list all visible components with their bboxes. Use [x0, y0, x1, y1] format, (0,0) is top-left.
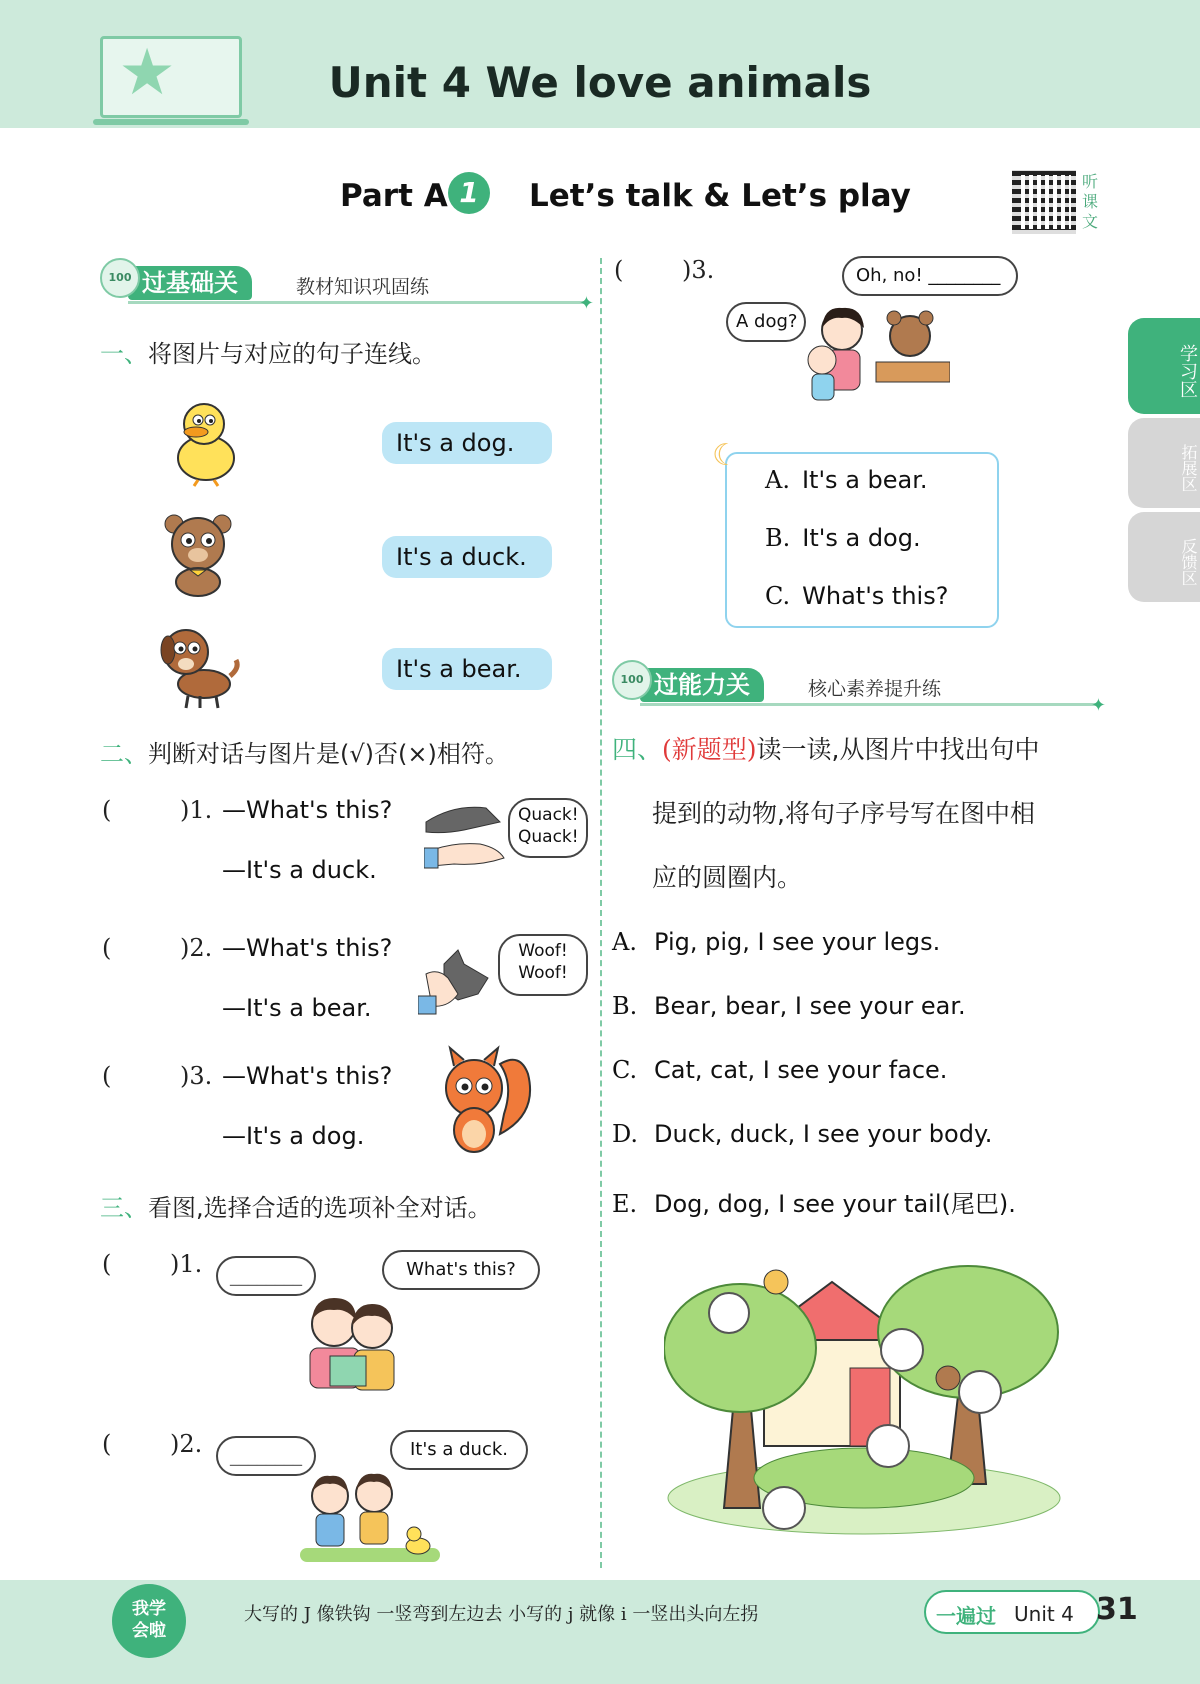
sentence-letter: A. [612, 928, 637, 956]
part-subtitle: Let’s talk & Let’s play [529, 178, 911, 214]
option-text: What's this? [802, 582, 949, 610]
bubble-line-2: Woof! [518, 963, 568, 983]
part-number-badge: 1 [448, 172, 490, 214]
sentence-text: Bear, bear, I see your ear. [654, 992, 966, 1020]
duck-picture [168, 396, 244, 488]
option-text: It's a dog. [802, 524, 921, 552]
sentence-c [612, 1056, 947, 1084]
item-number: )3. [682, 256, 715, 284]
sentence-pill-1[interactable]: It's a dog. [382, 422, 552, 464]
banner-tag: 过能力关 [640, 668, 764, 702]
unit-label: Unit 4 [1014, 1602, 1074, 1626]
blank-speech-bubble[interactable]: ________ [216, 1256, 316, 1296]
section-instruction: 看图,选择合适的选项补全对话。 [148, 1194, 492, 1222]
sentence-letter: E. [612, 1190, 638, 1218]
sentence-text: Cat, cat, I see your face. [654, 1056, 948, 1084]
dialogue-question: —What's this? [222, 796, 393, 824]
speech-bubble-a-dog: A dog? [726, 302, 806, 342]
answer-blank-open[interactable]: ( [102, 934, 112, 962]
star-badge-icon: 100 [100, 258, 140, 298]
sentence-text: Duck, duck, I see your body. [654, 1120, 993, 1148]
speech-bubble-woof [498, 934, 588, 996]
dialogue-answer: —It's a dog. [222, 1122, 365, 1150]
star-badge-icon: 100 [612, 660, 652, 700]
answer-circle-4[interactable] [866, 1424, 910, 1468]
new-type-tag: (新题型) [662, 735, 757, 764]
banner-note: 核心素养提升练 [808, 678, 942, 700]
dialogue-question: —What's this? [222, 934, 393, 962]
bear-picture [160, 510, 236, 598]
section-number: 四、 [612, 735, 663, 764]
sentence-pill-2[interactable]: It's a duck. [382, 536, 552, 578]
section-instruction: 将图片与对应的句子连线。 [148, 340, 436, 368]
column-divider [600, 258, 602, 1568]
girls-and-bear-picture [806, 300, 950, 408]
item-number: )3. [180, 1062, 213, 1090]
star-icon: ✦ [578, 293, 594, 314]
sentence-text: Dog, dog, I see your tail(尾巴). [654, 1190, 1016, 1218]
brand-label: 一遍过 [936, 1604, 996, 1628]
answer-circle-5[interactable] [762, 1486, 806, 1530]
sentence-letter: C. [612, 1056, 638, 1084]
speech-bubble: It's a duck. [390, 1430, 528, 1470]
blank-speech-bubble[interactable]: ________ [216, 1436, 316, 1476]
footer-unit-tag [924, 1590, 1100, 1634]
answer-circle-2[interactable] [880, 1328, 924, 1372]
girls-reading-picture [300, 1290, 404, 1402]
dialogue-question: —What's this? [222, 1062, 393, 1090]
answer-circle-3[interactable] [958, 1370, 1002, 1414]
answer-blank-open[interactable]: ( [102, 1250, 112, 1278]
bubble-line-1: Quack! [518, 805, 579, 825]
section-instruction: 判断对话与图片是(√)否(×)相符。 [148, 740, 509, 768]
section-4-heading [612, 732, 1108, 768]
banner-line [640, 703, 1100, 706]
dog-picture [156, 620, 242, 712]
section-number: 二、 [100, 740, 148, 768]
qr-code-pattern [1012, 170, 1076, 234]
sentence-pill-3[interactable]: It's a bear. [382, 648, 552, 690]
sentence-a [612, 928, 940, 956]
section-number: 三、 [100, 1194, 148, 1222]
star-icon: ✦ [1090, 695, 1106, 716]
option-b[interactable] [765, 524, 921, 552]
sentence-b [612, 992, 966, 1020]
badge-line-1: 我学 [132, 1599, 166, 1619]
sentence-d [612, 1120, 992, 1148]
star-icon: ★ [118, 36, 176, 110]
bubble-line-2: Quack! [518, 827, 579, 847]
section-number: 一、 [100, 340, 148, 368]
answer-blank-open[interactable]: ( [102, 796, 112, 824]
dialogue-answer: —It's a bear. [222, 994, 372, 1022]
page-number: 31 [1096, 1592, 1138, 1627]
item-number: )1. [180, 796, 213, 824]
banner-note: 教材知识巩固练 [296, 276, 430, 298]
answer-blank-open[interactable]: ( [102, 1062, 112, 1090]
section-2-heading [100, 736, 509, 772]
page-title: Unit 4 We love animals [328, 58, 872, 107]
option-letter: A. [765, 466, 790, 494]
hand-shadow-duck-picture [424, 800, 508, 876]
section-banner-ability [612, 664, 1106, 716]
option-a[interactable] [765, 466, 928, 494]
part-label: Part A [340, 178, 448, 214]
option-c[interactable] [765, 582, 948, 610]
section-3-heading [100, 1190, 492, 1226]
section-banner-basic [100, 262, 594, 314]
qr-label: 听课文 [1082, 172, 1099, 231]
badge-line-2: 会啦 [132, 1621, 166, 1641]
options-box [725, 452, 999, 628]
option-text: It's a bear. [801, 466, 928, 494]
item-number: )1. [170, 1250, 203, 1278]
section-instruction: 读一读,从图片中找出句中 [756, 735, 1040, 764]
item-number: )2. [170, 1430, 203, 1458]
answer-blank-open[interactable]: ( [102, 1430, 112, 1458]
banner-tag: 过基础关 [128, 266, 252, 300]
tab-study[interactable]: 学习区 [1128, 318, 1200, 414]
banner-line [128, 301, 588, 304]
option-letter: B. [765, 524, 791, 552]
section-4-instruction-2: 提到的动物,将句子序号写在图中相 [652, 799, 1035, 828]
tab-extension[interactable]: 拓展区 [1128, 418, 1200, 508]
moon-icon: ☾ [712, 438, 739, 473]
dialogue-answer: —It's a duck. [222, 856, 377, 884]
squirrel-picture [434, 1044, 538, 1164]
option-letter: C. [765, 582, 791, 610]
item-number: )2. [180, 934, 213, 962]
speech-bubble-oh-no: Oh, no! ________ [842, 256, 1018, 296]
tab-feedback[interactable]: 反馈区 [1128, 512, 1200, 602]
speech-bubble-quack [508, 798, 588, 858]
footer-tip: 大写的 J 像铁钩 一竖弯到左边去 小写的 j 就像 i 一竖出头向左拐 [244, 1604, 759, 1625]
answer-circle-1[interactable] [708, 1292, 750, 1334]
learned-badge [112, 1584, 186, 1658]
hand-shadow-dog-picture [418, 944, 502, 1020]
kids-and-duck-picture [300, 1466, 440, 1566]
sentence-letter: D. [612, 1120, 639, 1148]
side-tabs [1128, 318, 1200, 604]
sentence-e [612, 1184, 1016, 1219]
sentence-text: Pig, pig, I see your legs. [654, 928, 941, 956]
answer-blank-open[interactable]: ( [614, 256, 624, 284]
section-4-instruction-3: 应的圆圈内。 [652, 863, 803, 892]
section-1-heading [100, 336, 436, 372]
bubble-line-1: Woof! [518, 941, 568, 961]
sentence-letter: B. [612, 992, 638, 1020]
speech-bubble: What's this? [382, 1250, 540, 1290]
